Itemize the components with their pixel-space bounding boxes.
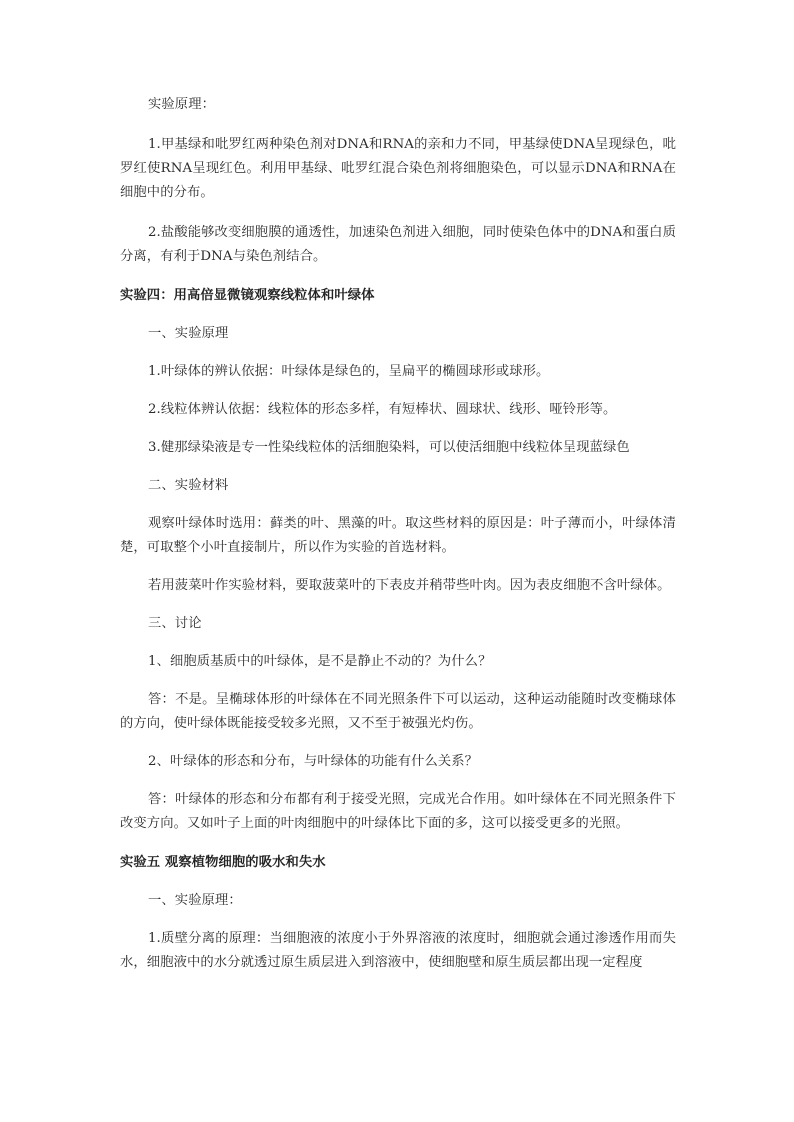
section-label-principle: 实验原理： (148, 97, 215, 112)
paragraph-spinach-leaf: 若用菠菜叶作实验材料，要取菠菜叶的下表皮并稍带些叶肉。因为表皮细胞不含叶绿体。 (148, 578, 671, 593)
paragraph-material-choice: 观察叶绿体时选用：藓类的叶、黑藻的叶。取这些材料的原因是：叶子薄而小，叶绿体清楚，可取整个小叶直接制片，所以作为实验的首选材料。 (120, 516, 676, 555)
answer-2: 答：叶绿体的形态和分布都有利于接受光照，完成光合作用。如叶绿体在不同光照条件下改变方向。又如叶子上面的叶肉细胞中的叶绿体比下面的多，这可以接受更多的光照。 (120, 792, 676, 831)
question-2: 2、叶绿体的形态和分布，与叶绿体的功能有什么关系？ (148, 754, 479, 769)
paragraph-dna-rna-staining: 1.甲基绿和吡罗红两种染色剂对DNA和RNA的亲和力不同，甲基绿使DNA呈现绿色，吡罗红使RNA呈现红色。利用甲基绿、吡罗红混合染色剂将细胞染色，可以显示DNA和RNA在细胞中的分布。 (120, 137, 676, 200)
heading-experiment-5: 实验五 观察植物细胞的吸水和失水 (120, 855, 326, 870)
paragraph-mitochondria-identification: 2.线粒体辨认依据：线粒体的形态多样，有短棒状、圆球状、线形、哑铃形等。 (148, 402, 617, 417)
heading-experiment-4: 实验四：用高倍显微镜观察线粒体和叶绿体 (120, 288, 375, 303)
subheading-materials: 二、实验材料 (148, 478, 229, 493)
subheading-principle-5: 一、实验原理： (148, 893, 242, 908)
subheading-discussion: 三、讨论 (148, 616, 202, 631)
paragraph-hydrochloric-acid: 2.盐酸能够改变细胞膜的通透性，加速染色剂进入细胞，同时使染色体中的DNA和蛋白质分离，有利于DNA与染色剂结合。 (120, 225, 676, 264)
paragraph-plasmolysis-principle: 1.质壁分离的原理：当细胞液的浓度小于外界溶液的浓度时，细胞就会通过渗透作用而失水，细胞液中的水分就透过原生质层进入到溶液中，使细胞壁和原生质层都出现一定程度 (120, 931, 676, 970)
question-1: 1、细胞质基质中的叶绿体，是不是静止不动的？为什么？ (148, 654, 492, 669)
answer-1: 答：不是。呈椭球体形的叶绿体在不同光照条件下可以运动，这种运动能随时改变椭球体的方向，使叶绿体既能接受较多光照，又不至于被强光灼伤。 (120, 692, 676, 731)
document-page (120, 93, 676, 975)
subheading-principle: 一、实验原理 (148, 326, 229, 341)
paragraph-chloroplast-identification: 1.叶绿体的辨认依据：叶绿体是绿色的，呈扁平的椭圆球形或球形。 (148, 364, 550, 379)
paragraph-janus-green: 3.健那绿染液是专一性染线粒体的活细胞染料，可以使活细胞中线粒体呈现蓝绿色 (148, 440, 630, 455)
